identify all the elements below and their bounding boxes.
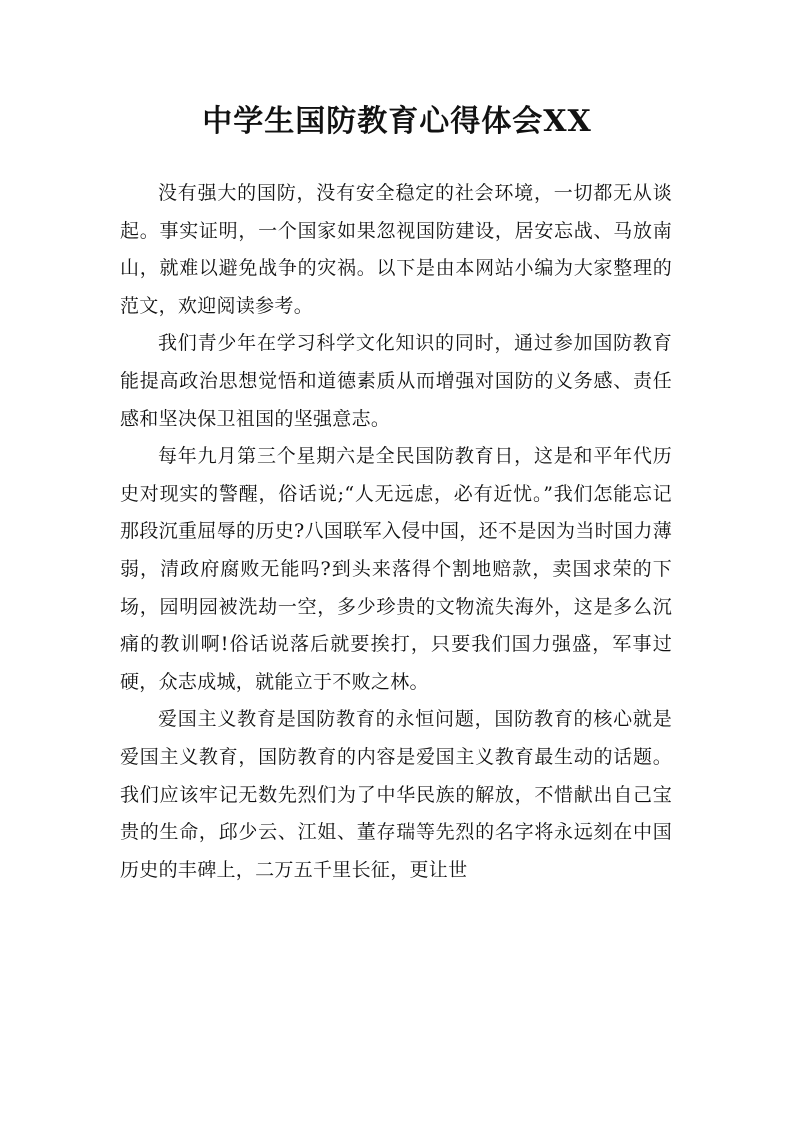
paragraph-2: 我们青少年在学习科学文化知识的同时，通过参加国防教育能提高政治思想觉悟和道德素质从而增强对国防的义务感、责任感和坚决保卫祖国的坚强意志。 [120,332,672,430]
paragraph-3: 每年九月第三个星期六是全民国防教育日，这是和平年代历史对现实的警醒，俗话说;“人无远虑，必有近忧。”我们怎能忘记那段沉重屈辱的历史?八国联军入侵中国，还不是因为当时国力薄弱，清政府腐败无能吗?到头来落得个割地赔款，卖国求荣的下场，园明园被洗劫一空，多少珍贵的文物流失海外，这是多么沉痛的教训啊!俗话说落后就要挨打，只要我们国力强盛，军事过硬，众志成城，就能立于不败之林。 [120,445,672,693]
paragraph-4: 爱国主义教育是国防教育的永恒问题，国防教育的核心就是爱国主义教育，国防教育的内容是爱国主义教育最生动的话题。我们应该牢记无数先烈们为了中华民族的解放，不惜献出自己宝贵的生命，邱少云、江姐、董存瑞等先烈的名字将永远刻在中国历史的丰碑上，二万五千里长征，更让世 [120,708,672,881]
paragraph-1: 没有强大的国防，没有安全稳定的社会环境，一切都无从谈起。事实证明，一个国家如果忽视国防建设，居安忘战、马放南山，就难以避免战争的灾祸。以下是由本网站小编为大家整理的范文，欢迎阅读参考。 [120,182,672,317]
document-body [120,175,672,889]
document-title: 中学生国防教育心得体会XX [202,104,592,139]
